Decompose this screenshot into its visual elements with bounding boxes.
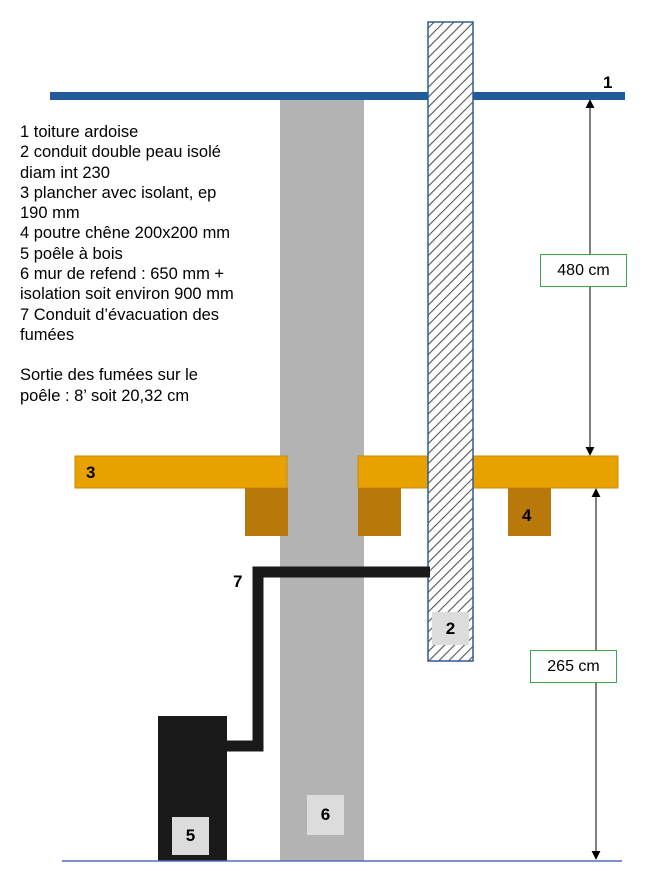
legend-line: isolation soit environ 900 mm bbox=[20, 285, 234, 304]
label-flue: 7 bbox=[233, 572, 243, 591]
legend bbox=[20, 122, 290, 406]
dimension-label-lower: 265 cm bbox=[530, 650, 617, 683]
legend-line: 7 Conduit d’évacuation des bbox=[20, 305, 220, 324]
legend-line: 4 poutre chêne 200x200 mm bbox=[20, 224, 231, 243]
legend-line: 5 poêle à bois bbox=[20, 244, 123, 263]
floor-3-left bbox=[75, 456, 287, 488]
legend-line: 2 conduit double peau isolé bbox=[20, 143, 221, 162]
beam-left bbox=[245, 488, 288, 536]
label-conduit: 2 bbox=[432, 612, 469, 645]
legend-line: 190 mm bbox=[20, 204, 80, 223]
note-line: poêle : 8’ soit 20,32 cm bbox=[20, 386, 190, 405]
legend-line: 3 plancher avec isolant, ep bbox=[20, 183, 217, 202]
floor-3-right bbox=[358, 456, 618, 488]
label-stove: 5 bbox=[172, 817, 209, 855]
legend-line: 1 toiture ardoise bbox=[20, 123, 139, 141]
label-roof: 1 bbox=[603, 73, 613, 92]
label-wall: 6 bbox=[307, 795, 344, 835]
legend-line: 6 mur de refend : 650 mm + bbox=[20, 265, 225, 284]
legend-line: fumées bbox=[20, 325, 75, 344]
wall-6 bbox=[280, 100, 364, 861]
roof-1 bbox=[50, 92, 625, 100]
conduit-2 bbox=[428, 22, 473, 661]
label-beam: 4 bbox=[522, 506, 532, 525]
note-line: Sortie des fumées sur le bbox=[20, 366, 198, 385]
label-floor: 3 bbox=[86, 463, 96, 482]
legend-line: diam int 230 bbox=[20, 163, 110, 182]
dimension-label-upper: 480 cm bbox=[540, 254, 627, 287]
beam-middle bbox=[358, 488, 401, 536]
